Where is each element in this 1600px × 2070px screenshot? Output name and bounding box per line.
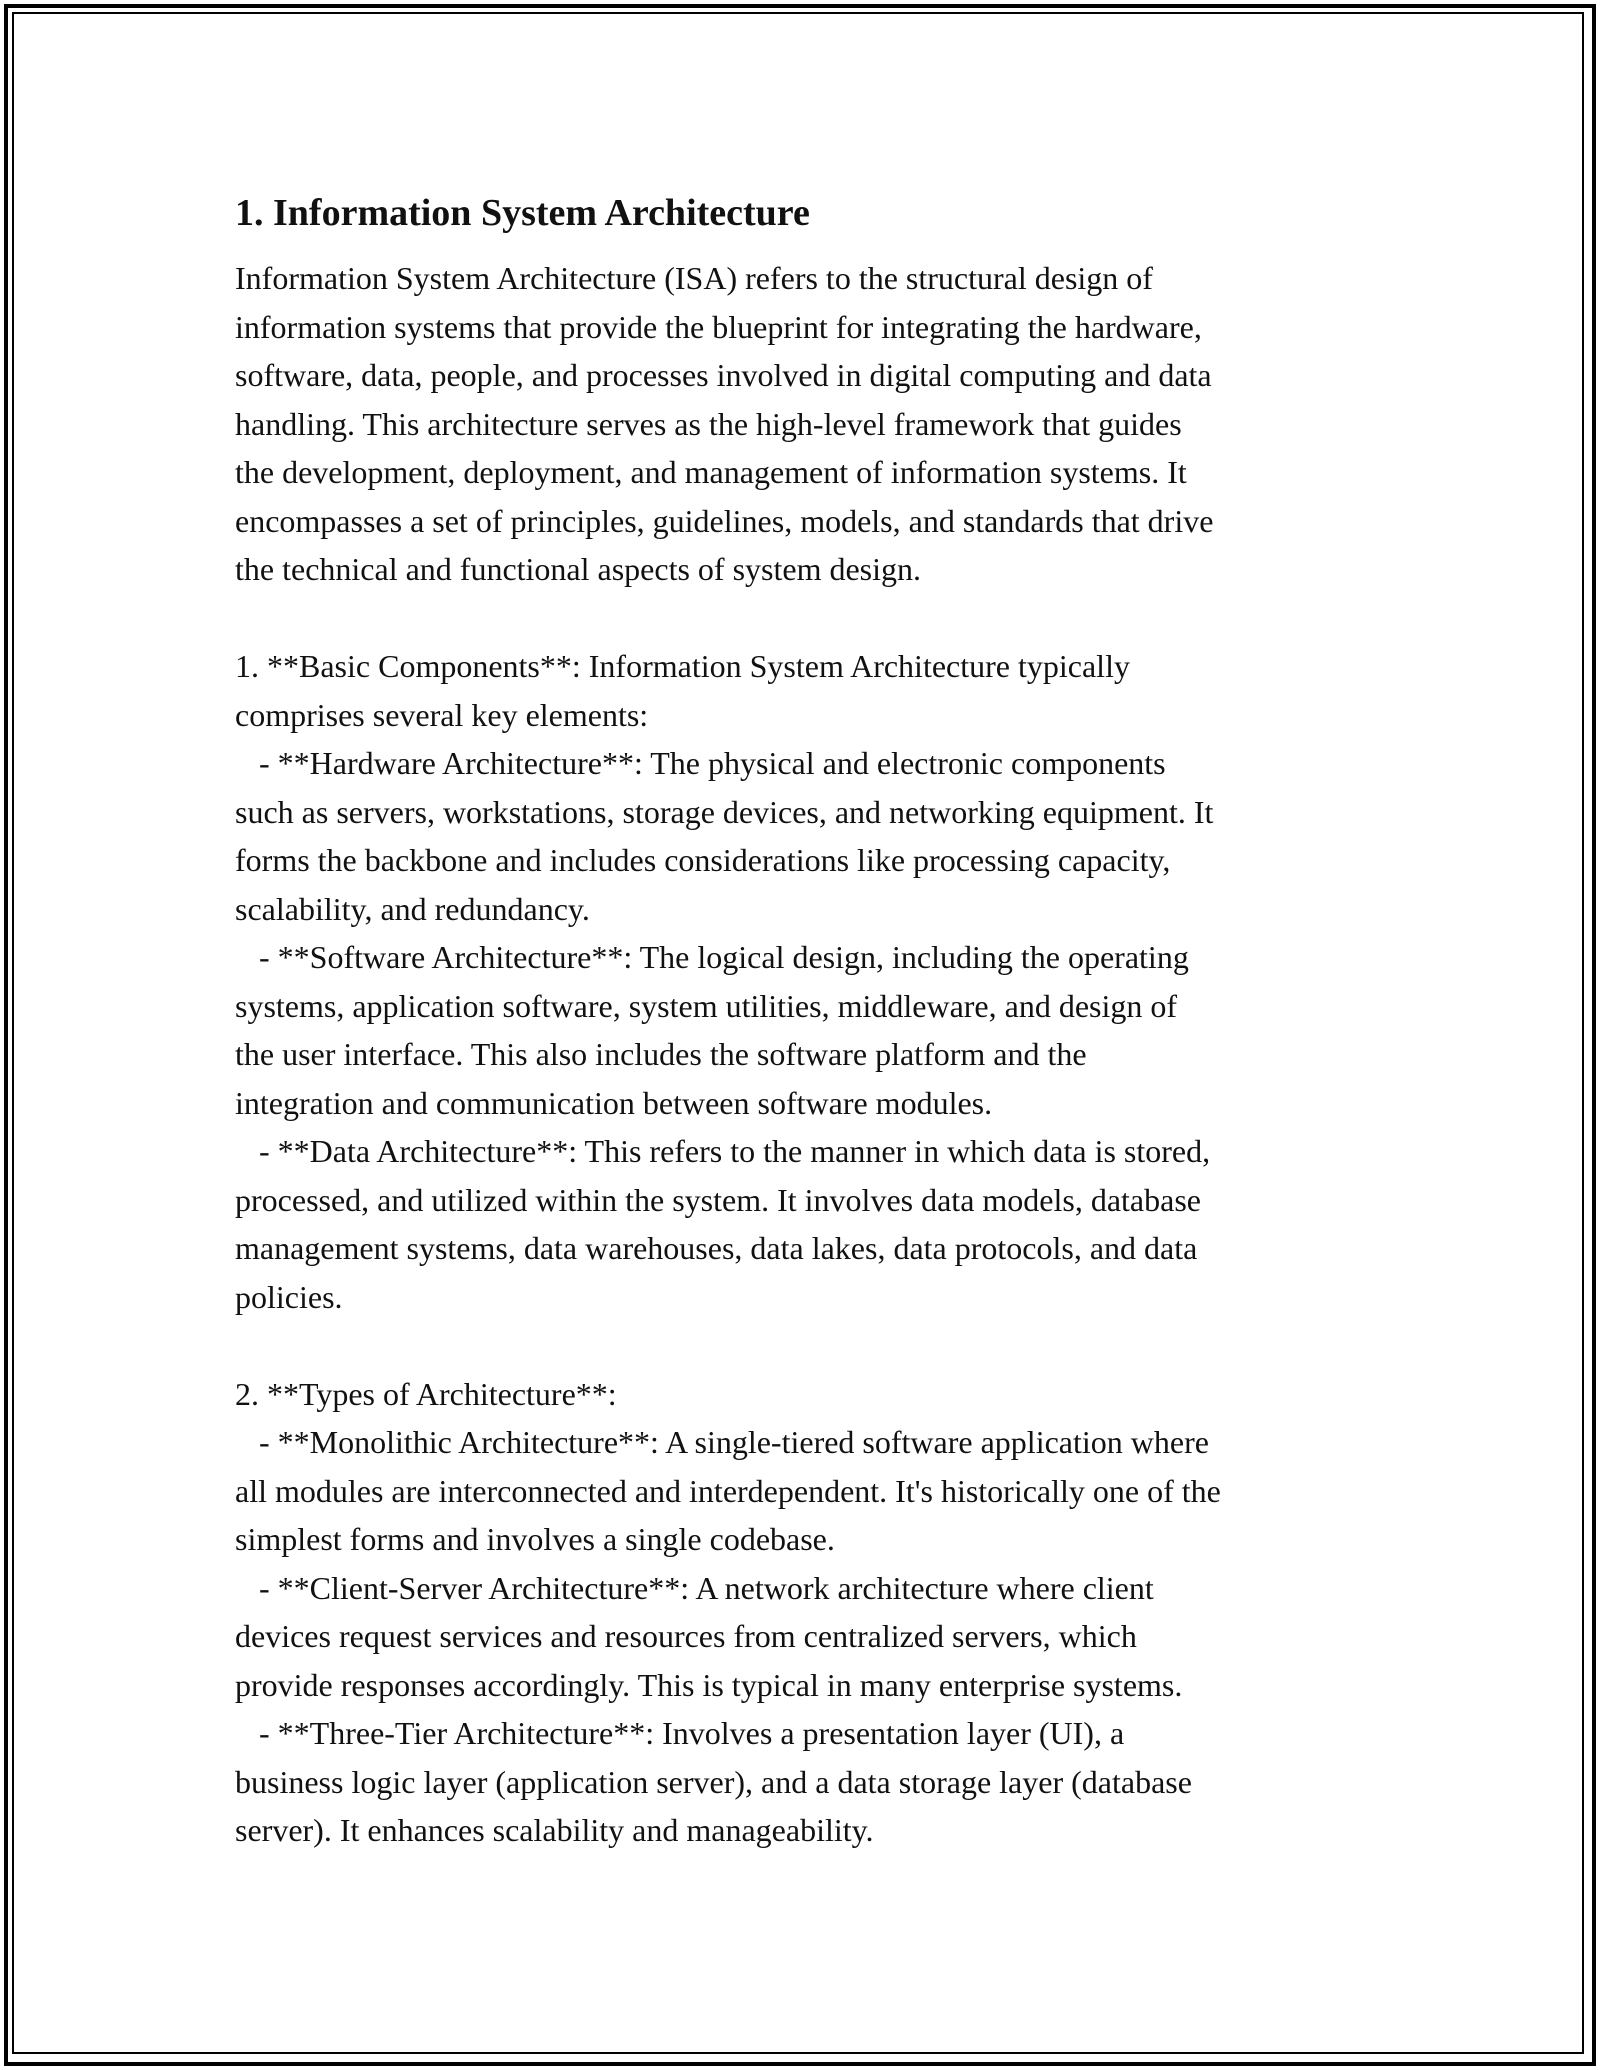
basic-components-paragraph: 1. **Basic Components**: Information System Architecture typically comprises several key elements: - **Hardware Architecture**: The physical and electronic components such as servers, workstations, storage devices, and networking equipment. It forms the backbone and includes considerations like processing capacity, scalability, and redundancy. - **Software Architecture**: The logical design, including the operating systems, application software, system utilities, middleware, and design of the user interface. This also includes the software platform and the integration and communication between software modules. - **Data Architecture**: This refers to the manner in which data is stored, processed, and utilized within the system. It involves data models, database management systems, data warehouses, data lakes, data protocols, and data policies. — [235, 648, 1214, 1315]
intro-paragraph: Information System Architecture (ISA) refers to the structural design of information systems that provide the blueprint for integrating the hardware, software, data, people, and processes involved in digital computing and data handling. This architecture serves as the high-level framework that guides the development, deployment, and management of information systems. It encompasses a set of principles, guidelines, models, and standards that drive the technical and functional aspects of system design. — [235, 260, 1214, 587]
types-of-architecture-paragraph: 2. **Types of Architecture**: - **Monolithic Architecture**: A single-tiered software application where all modules are interconnected and interdependent. It's historically one of the simplest forms and involves a single codebase. - **Client-Server Architecture**: A network architecture where client devices request services and resources from centralized servers, which provide responses accordingly. This is typical in many enterprise systems. - **Three-Tier Architecture**: Involves a presentation layer (UI), a business logic layer (application server), and a data storage layer (database server). It enhances scalability and manageability. — [235, 1375, 1221, 1848]
document-body — [235, 180, 1370, 1855]
section-heading: 1. Information System Architecture — [235, 192, 810, 234]
